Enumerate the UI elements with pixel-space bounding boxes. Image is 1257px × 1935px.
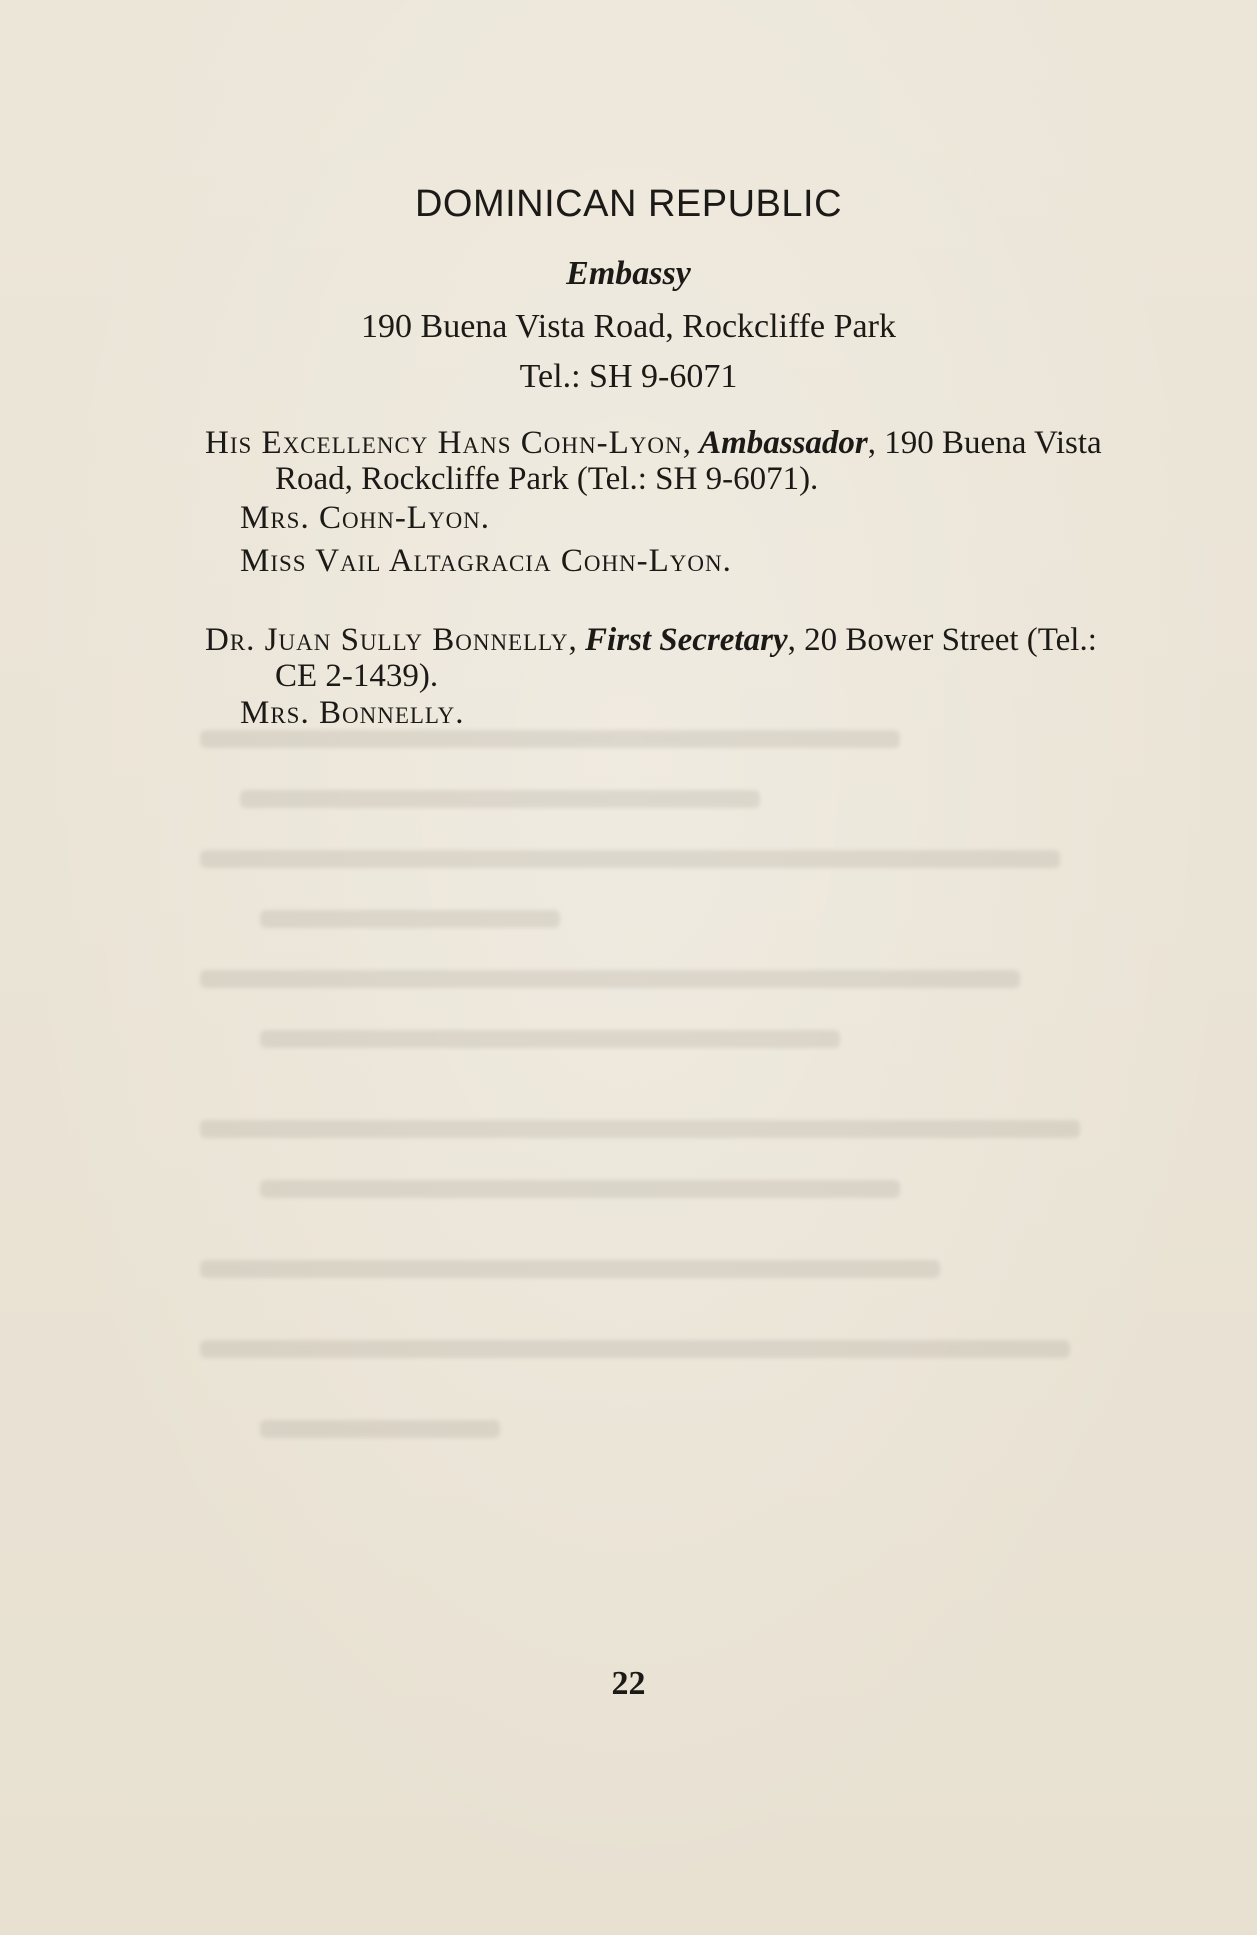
- bleed-line: [200, 1260, 940, 1278]
- country-heading: DOMINICAN REPUBLIC: [414, 183, 843, 225]
- bleed-line: [200, 1120, 1080, 1138]
- separator: ,: [568, 622, 586, 658]
- diplomat-name: His Excellency Hans Cohn-Lyon: [205, 425, 683, 461]
- separator: ,: [682, 425, 700, 461]
- bleed-line: [200, 850, 1060, 868]
- spouse-name: Mrs. Cohn-Lyon.: [240, 500, 491, 536]
- diplomat-details: , 20 Bower Street (Tel.: CE 2-1439).: [275, 622, 1097, 694]
- diplomat-entry: [205, 425, 1115, 497]
- diplomat-details: , 190 Buena Vista Road, Rockcliffe Park (Tel.: SH 9-6071).: [275, 425, 1102, 497]
- bleed-line: [260, 1030, 840, 1048]
- family-member-name: Miss Vail Altagracia Cohn-Lyon.: [240, 543, 732, 579]
- diplomat-entry: [205, 622, 1115, 694]
- spouse-name: Mrs. Bonnelly.: [240, 695, 465, 731]
- bleed-line: [260, 910, 560, 928]
- bleed-line: [200, 730, 900, 748]
- diplomat-title: First Secretary: [585, 622, 788, 658]
- diplomat-name: Dr. Juan Sully Bonnelly: [205, 622, 569, 658]
- mission-telephone: Tel.: SH 9-6071: [519, 358, 738, 395]
- bleed-line: [240, 790, 760, 808]
- diplomat-title: Ambassador: [699, 425, 868, 461]
- bleed-line: [260, 1420, 500, 1438]
- bleed-line: [200, 970, 1020, 988]
- mission-type: Embassy: [566, 255, 691, 292]
- page-number: 22: [611, 1665, 646, 1702]
- mission-address: 190 Buena Vista Road, Rockcliffe Park: [361, 308, 896, 345]
- bleed-line: [200, 1340, 1070, 1358]
- bleed-line: [260, 1180, 900, 1198]
- show-through-texture: [200, 720, 1120, 1480]
